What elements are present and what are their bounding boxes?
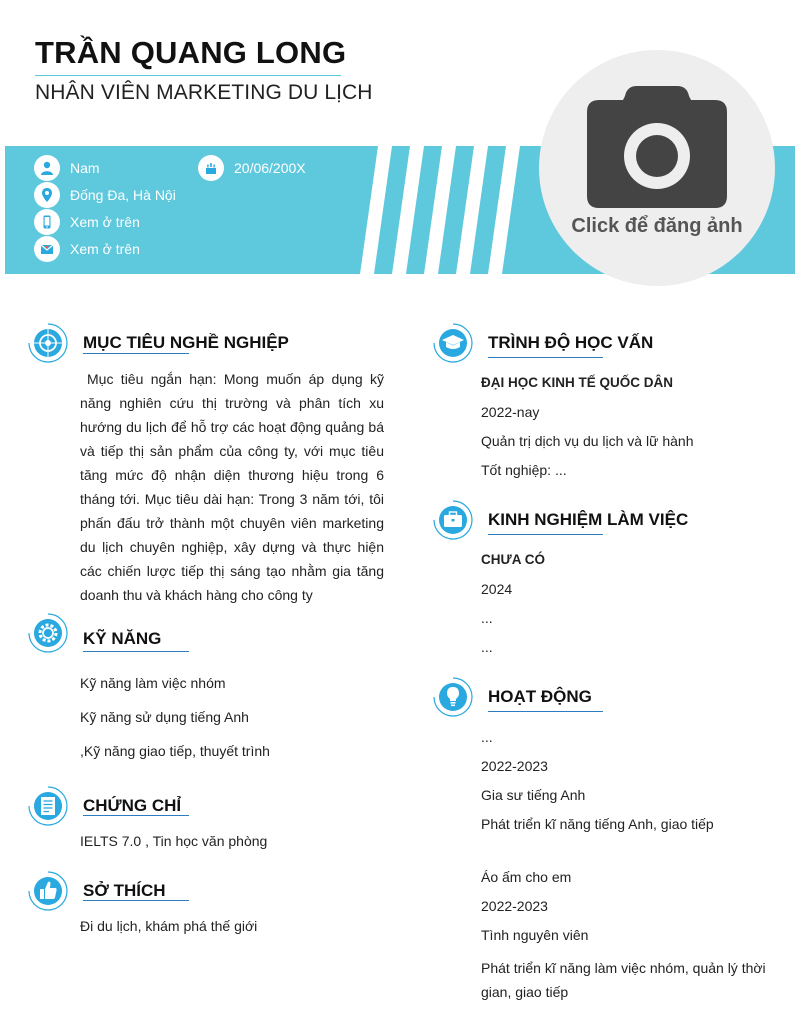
info-birthdate (198, 155, 306, 181)
education-period: 2022-nay (481, 404, 540, 420)
camera-icon (587, 86, 727, 208)
target-icon (28, 323, 68, 363)
address-value: Đống Đa, Hà Nội (70, 187, 176, 203)
activity-role: Tình nguyên viên (481, 927, 589, 943)
phone-icon (34, 209, 60, 235)
hobbies-text: Đi du lịch, khám phá thế giới (80, 918, 258, 934)
document-icon (28, 786, 68, 826)
hobbies-title-rule (83, 900, 189, 901)
education-title-rule (488, 357, 603, 358)
activity-name: ... (481, 729, 493, 745)
experience-title-rule (488, 534, 603, 535)
experience-period: 2024 (481, 581, 513, 597)
info-phone (34, 209, 140, 235)
graduation-cap-icon (433, 323, 473, 363)
photo-upload[interactable] (539, 50, 775, 286)
activity-desc: Phát triển kĩ năng tiếng Anh, giao tiếp (481, 816, 714, 832)
skill-item: ,Kỹ năng giao tiếp, thuyết trình (80, 743, 270, 759)
email-value: Xem ở trên (70, 241, 140, 257)
activity-period: 2022-2023 (481, 898, 548, 914)
gear-icon (28, 613, 68, 653)
decorative-stripes (360, 146, 520, 274)
birthdate-value: 20/06/200X (234, 160, 306, 176)
skills-title: KỸ NĂNG (83, 629, 162, 648)
email-icon (34, 236, 60, 262)
objective-title-rule (83, 353, 189, 354)
job-title: NHÂN VIÊN MARKETING DU LỊCH (35, 81, 373, 104)
certificates-text: IELTS 7.0 , Tin học văn phòng (80, 833, 268, 849)
phone-value: Xem ở trên (70, 214, 140, 230)
name-underline (35, 75, 341, 76)
birthday-cake-icon (198, 155, 224, 181)
experience-title: KINH NGHIỆM LÀM VIỆC (488, 510, 689, 529)
certificates-title: CHỨNG CHỈ (83, 796, 182, 815)
gender-value: Nam (70, 160, 100, 176)
education-graduation: Tốt nghiệp: ... (481, 462, 567, 478)
certificates-title-rule (83, 815, 189, 816)
info-address (34, 182, 176, 208)
education-title: TRÌNH ĐỘ HỌC VẤN (488, 333, 654, 352)
activity-desc: Phát triển kĩ năng làm việc nhóm, quản lý thời gian, giao tiếp (481, 960, 766, 1000)
experience-company: CHƯA CÓ (481, 552, 545, 567)
skills-title-rule (83, 651, 189, 652)
activities-title-rule (488, 711, 603, 712)
objective-title: MỤC TIÊU NGHỀ NGHIỆP (83, 333, 289, 352)
info-gender (34, 155, 100, 181)
experience-line: ... (481, 639, 493, 655)
lightbulb-icon (433, 677, 473, 717)
objective-text: Mục tiêu ngắn hạn: Mong muốn áp dụng kỹ năng nghiên cứu thị trường và phân tích xu hướng du lịch để hỗ trợ các hoạt động quảng bá và tiếp thị sản phẩm của công ty, với mục tiêu tăng mức độ nhận diện thương hiệu trong 6 tháng tới. Mục tiêu dài hạn: Trong 3 năm tới, tôi phấn đấu trở thành một chuyên viên marketing du lịch chuyên nghiệp, xây dựng và thực hiện các chiến lược tiếp thị sáng tạo nhằm gia tăng doanh thu và khách hàng cho công ty (80, 371, 384, 603)
info-email (34, 236, 140, 262)
skill-item: Kỹ năng sử dụng tiếng Anh (80, 709, 249, 725)
experience-line: ... (481, 610, 493, 626)
hobbies-title: SỞ THÍCH (83, 881, 166, 900)
location-pin-icon (34, 182, 60, 208)
briefcase-icon (433, 500, 473, 540)
education-major: Quản trị dịch vụ du lịch và lữ hành (481, 433, 694, 449)
activity-period: 2022-2023 (481, 758, 548, 774)
education-school: ĐẠI HỌC KINH TẾ QUỐC DÂN (481, 375, 673, 390)
photo-upload-label: Click để đăng ảnh (571, 215, 743, 237)
candidate-name: TRẦN QUANG LONG (35, 35, 347, 70)
person-icon (34, 155, 60, 181)
activity-name: Áo ấm cho em (481, 869, 572, 885)
thumbs-up-icon (28, 871, 68, 911)
activities-title: HOẠT ĐỘNG (488, 687, 592, 706)
activity-role: Gia sư tiếng Anh (481, 787, 586, 803)
skill-item: Kỹ năng làm việc nhóm (80, 675, 226, 691)
